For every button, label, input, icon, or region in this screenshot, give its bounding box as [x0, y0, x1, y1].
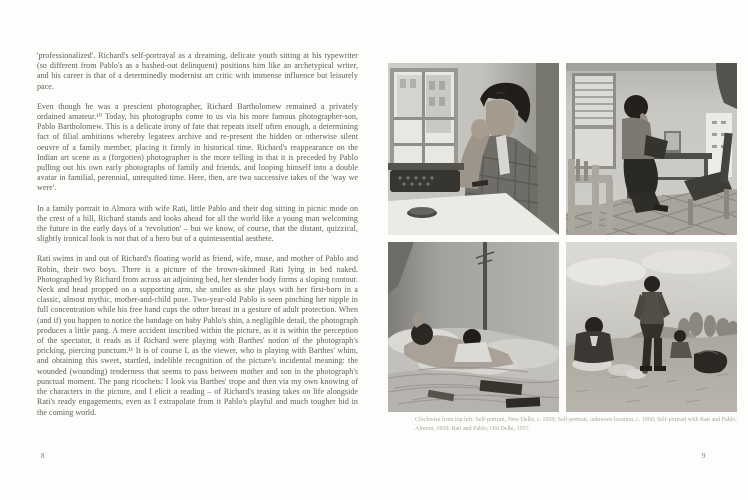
- photo-caption: Clockwise from top left: Self-portrait, New Delhi, c. 1959; Self-portrait, unknown location, c. 1960; Self-portrait with Rati and Pablo, Almora, 1959; Rati and Pablo, Old Delhi, 1957.: [415, 417, 737, 432]
- body-text-block: [37, 51, 358, 428]
- body-paragraph-3: In a family portrait in Almora with wife Rati, little Pablo and their dog sitting in picnic mode on the crest of a hill, Richard stands and looks ahead for all the world like a young man welcoming the future in the early days of a 'revolution' – but we know, of course, that the distant, quizzical, slightly ironical look is not that of a hero but of a quintessential aesthete.: [37, 203, 358, 244]
- family-on-hill-photo: [566, 242, 737, 412]
- page-number-right: 9: [702, 452, 706, 460]
- photo-grid: [388, 63, 737, 412]
- self-portrait-in-room-photo: [566, 63, 737, 235]
- body-paragraph-2: Even though he was a prescient photographer, Richard Bartholomew remained a privately ordained amateur.¹⁰ Today, his photographs come to us via his more famous photographer-son, Pablo Bartholomew. This is a delicate irony of fate that repeats itself often enough, a determining fact of filial ambitions whereby legatees archive and re-present the hidden or otherwise silent oeuvre of a family member, placing it firmly in historical time. Richard's reappearance on the Indian art scene as a (forgotten) photographer is the more telling in that it is preceded by Pablo pulling out his own early photographs of family and friends, and looping himself into a double avatar in familial, perennial, unrequited time. Here, then, are two successive takes of the 'way we were'.: [37, 101, 358, 193]
- body-paragraph-1: 'professionalized'. Richard's self-portrayal as a dreaming, delicate youth sitting at his typewriter (so different from Pablo's as a hashed-out delinquent) positions him like an archetypical writer, and his career is that of a determinedly modernist art critic with immense influence but leisurely pace.: [37, 51, 358, 91]
- rati-and-pablo-in-bed-photo: [388, 242, 559, 412]
- self-portrait-at-typewriter-photo: [388, 63, 559, 235]
- page-number-left: 8: [41, 452, 45, 460]
- body-paragraph-4: Rati swims in and out of Richard's floating world as friend, wife, muse, and mother of Pablo and Robin, their two boys. There is a picture of the brown-skinned Rati lying in bed naked. Photographed by Richard from across an adjoining bed, her slender body forms a sloping contour. Neck and head propped on a supporting arm, she smiles as she plays with her first-born in a classic, almost mythic, mother-and-child pose. Two-year-old Pablo is seen pinching her nipple in full concentration while his free hand cups the other breast in a gesture of adult protection. When (and if) you happen to notice the bandage on baby Pablo's shin, a negligible detail, the photograph produces a little pang. A mere accident inscribed within the picture, as it is within the perception of the spectator, it reads as if Richard were playing with Barthes' notion of the photograph's pricking, piercing punctum.¹¹ It is of course I, as the viewer, who is playing with Barthes' whim, and obtaining this sweet, startled, indelible recognition of the picture's incidental meaning: the wounded (wounding) tenderness that seems to pass between mother and son in the photograph's punctual moment. The pang ricochets: I look via Barthes' trope and then via my own knowing of the characters in the picture, and I elicit a reading – of Richard's teasing takes on life alongside Rati's ready engagements, even as I extrapolate from it Pablo's playful and much tougher bid in the coming world.: [37, 254, 358, 417]
